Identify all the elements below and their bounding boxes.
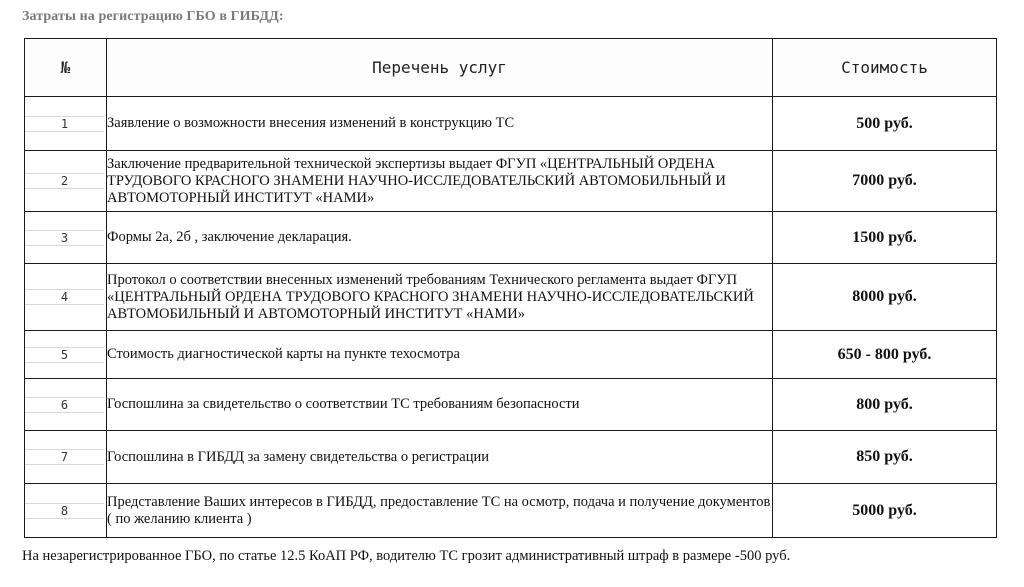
header-number: № bbox=[25, 39, 107, 97]
row-cost: 7000 руб. bbox=[773, 151, 997, 212]
row-number-text: 3 bbox=[25, 230, 104, 246]
table-row bbox=[25, 379, 997, 431]
row-service: Заявление о возможности внесения изменений в конструкцию ТС bbox=[107, 97, 773, 151]
row-cost: 850 руб. bbox=[773, 431, 997, 484]
row-number bbox=[25, 97, 107, 151]
row-service: Заключение предварительной технической экспертизы выдает ФГУП «ЦЕНТРАЛЬНЫЙ ОРДЕНА ТРУДОВОГО КРАСНОГО ЗНАМЕНИ НАУЧНО-ИССЛЕДОВАТЕЛЬСКИЙ АВТОМОБИЛЬНЫЙ И АВТОМОТОРНЫЙ ИНСТИТУТ «НАМИ» bbox=[107, 151, 773, 212]
row-cost: 8000 руб. bbox=[773, 264, 997, 331]
row-number bbox=[25, 484, 107, 538]
row-service: Стоимость диагностической карты на пункте техосмотра bbox=[107, 331, 773, 379]
row-number bbox=[25, 264, 107, 331]
row-cost: 500 руб. bbox=[773, 97, 997, 151]
row-number bbox=[25, 331, 107, 379]
page-heading: Затраты на регистрацию ГБО в ГИБДД: bbox=[22, 9, 284, 24]
row-service: Протокол о соответствии внесенных изменений требованиям Технического регламента выдает ФГУП «ЦЕНТРАЛЬНЫЙ ОРДЕНА ТРУДОВОГО КРАСНОГО ЗНАМЕНИ НАУЧНО-ИССЛЕДОВАТЕЛЬСКИЙ АВТОМОБИЛЬНЫЙ И АВТОМОТОРНЫЙ ИНСТИТУТ «НАМИ» bbox=[107, 264, 773, 331]
header-services: Перечень услуг bbox=[107, 39, 773, 97]
row-number-text: 6 bbox=[25, 397, 104, 413]
row-cost: 650 - 800 руб. bbox=[773, 331, 997, 379]
row-service: Представление Ваших интересов в ГИБДД, предоставление ТС на осмотр, подача и получение документов ( по желанию клиента ) bbox=[107, 484, 773, 538]
row-number-text: 1 bbox=[25, 116, 104, 132]
row-service: Госпошлина за свидетельство о соответствии ТС требованиям безопасности bbox=[107, 379, 773, 431]
table-row bbox=[25, 331, 997, 379]
table-row bbox=[25, 212, 997, 264]
table-row bbox=[25, 264, 997, 331]
header-cost: Стоимость bbox=[773, 39, 997, 97]
row-number bbox=[25, 379, 107, 431]
row-cost: 1500 руб. bbox=[773, 212, 997, 264]
row-number-text: 4 bbox=[25, 289, 104, 305]
row-number bbox=[25, 151, 107, 212]
row-number-text: 8 bbox=[25, 503, 104, 519]
row-service: Формы 2а, 2б , заключение декларация. bbox=[107, 212, 773, 264]
row-number bbox=[25, 212, 107, 264]
table-header-row bbox=[25, 39, 997, 97]
row-number bbox=[25, 431, 107, 484]
table-row bbox=[25, 431, 997, 484]
row-number-text: 5 bbox=[25, 347, 104, 363]
row-number-text: 2 bbox=[25, 173, 104, 189]
table-row bbox=[25, 97, 997, 151]
row-cost: 800 руб. bbox=[773, 379, 997, 431]
row-cost: 5000 руб. bbox=[773, 484, 997, 538]
table-row bbox=[25, 151, 997, 212]
table-row bbox=[25, 484, 997, 538]
row-number-text: 7 bbox=[25, 449, 104, 465]
fine-footnote: На незарегистрированное ГБО, по статье 12.5 КоАП РФ, водителю ТС грозит административный штраф в размере -500 руб. bbox=[22, 548, 791, 564]
registration-costs-table bbox=[24, 38, 997, 538]
row-service: Госпошлина в ГИБДД за замену свидетельства о регистрации bbox=[107, 431, 773, 484]
